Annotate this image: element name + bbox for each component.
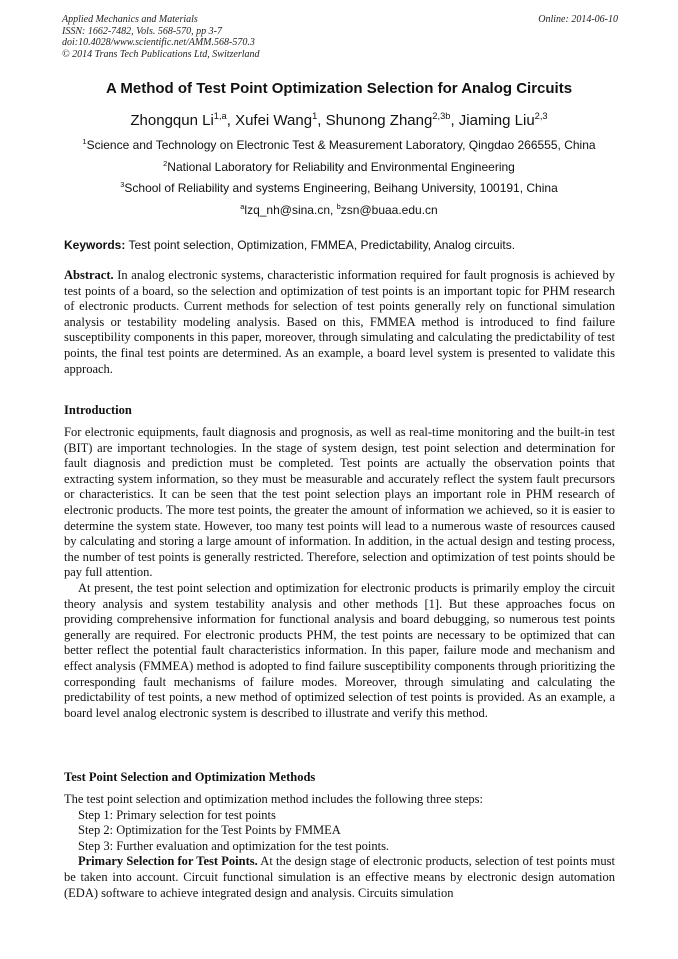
abstract-label: Abstract. bbox=[64, 268, 114, 282]
author: Jiaming Liu bbox=[458, 112, 535, 129]
subsection-label: Primary Selection for Test Points. bbox=[78, 854, 258, 869]
section-heading: Test Point Selection and Optimization Methods bbox=[64, 770, 316, 784]
paragraph: The test point selection and optimization method includes the following three steps: bbox=[64, 792, 484, 806]
step-item: Step 2: Optimization for the Test Points by FMMEA bbox=[78, 823, 341, 838]
author-separator: , bbox=[450, 112, 459, 129]
affiliation-text: School of Reliability and systems Engineering, Beihang University, 100191, China bbox=[124, 181, 558, 195]
online-date: Online: 2014-06-10 bbox=[538, 14, 618, 25]
step-item: Step 1: Primary selection for test points bbox=[78, 807, 276, 822]
journal-header bbox=[62, 14, 618, 60]
introduction-body bbox=[64, 425, 615, 721]
email-mark: a bbox=[240, 202, 245, 211]
keywords bbox=[64, 238, 616, 252]
affiliation-text: National Laboratory for Reliability and Environmental Engineering bbox=[167, 160, 515, 174]
affiliation bbox=[0, 138, 678, 152]
affiliation bbox=[0, 160, 678, 174]
affiliation-mark: 1 bbox=[82, 137, 87, 146]
email: zsn@buaa.edu.cn bbox=[340, 203, 438, 217]
email-line bbox=[0, 203, 678, 217]
doi-line: doi:10.4028/www.scientific.net/AMM.568-570.3 bbox=[62, 37, 255, 48]
author: Xufei Wang bbox=[235, 112, 313, 129]
keywords-label: Keywords: bbox=[64, 238, 126, 252]
author-affiliation-mark: 1 bbox=[312, 111, 318, 121]
author-separator: , bbox=[317, 112, 326, 129]
email-mark: b bbox=[336, 202, 341, 211]
affiliation bbox=[0, 181, 678, 195]
affiliation-mark: 3 bbox=[120, 180, 125, 189]
author-list bbox=[0, 112, 678, 129]
copyright-line: © 2014 Trans Tech Publications Ltd, Switzerland bbox=[62, 48, 260, 60]
affiliation-text: Science and Technology on Electronic Test & Measurement Laboratory, Qingdao 266555, China bbox=[86, 138, 596, 152]
email: lzq_nh@sina.cn, bbox=[244, 203, 337, 217]
author-affiliation-mark: 2,3 bbox=[534, 111, 548, 121]
paragraph bbox=[64, 854, 615, 901]
issn-line: ISSN: 1662-7482, Vols. 568-570, pp 3-7 bbox=[62, 25, 222, 37]
paragraph-text: At the design stage of electronic products, selection of test points must be taken into account. Circuit functional simulation is an effective means by electronic design automation (EDA) software to achieve integrated design and analysis. Circuits simulation bbox=[64, 854, 615, 900]
author-separator: , bbox=[226, 112, 236, 129]
author: Shunong Zhang bbox=[325, 112, 433, 129]
paper-title: A Method of Test Point Optimization Selection for Analog Circuits bbox=[105, 80, 573, 97]
methods-body bbox=[64, 792, 615, 901]
step-item: Step 3: Further evaluation and optimization for the test points. bbox=[78, 838, 390, 853]
keywords-text: Test point selection, Optimization, FMMEA, Predictability, Analog circuits. bbox=[125, 238, 516, 252]
affiliation-mark: 2 bbox=[163, 159, 168, 168]
abstract bbox=[64, 268, 615, 377]
paragraph: For electronic equipments, fault diagnosis and prognosis, as well as real-time monitoring and the built-in test (BIT) are important technologies. In the stage of system design, test point selection and determination for fault diagnosis and prediction must be completed. Test points are actually the observation points that extracting system information, so they must be measurable and accurately reflect the system fault precursors or characteristics. It can be seen that the test point selection plays an important role in PHM research of electronic products. The more test points, the greater the amount of information we achieved, so it is easier to determine the system state. However, too many test points will lead to a numerous waste of resources caused by calculating and storing a large amount of information. In addition, in the actual design and testing process, the number of test points is generally restricted. Therefore, selection and optimization of test points should be pay full attention. bbox=[64, 425, 615, 580]
abstract-text: In analog electronic systems, characteristic information required for fault prognosis is achieved by test points of a board, so the selection and optimization of test points is an important topic for PHM research of electronic products. Current methods for selection of test points generally rely on functional simulation analysis or testability modeling analysis. Based on this, FMMEA method is introduced to find failure susceptibility components in this paper, moreover, through simulating and calculating the predictability of test points, the final test points are determined. As an example, a board level system is presented to validate this approach. bbox=[64, 268, 615, 376]
author-affiliation-mark: 2,3b bbox=[432, 111, 451, 121]
author-affiliation-mark: 1,a bbox=[213, 111, 227, 121]
journal-name: Applied Mechanics and Materials bbox=[62, 14, 198, 25]
paragraph: At present, the test point selection and optimization for electronic products is primarily employ the circuit theory analysis and system testability analysis and other methods [1]. But these approaches focus on providing comprehensive information for functional analysis and board debugging, so numerous test points generally are required. For electronic products PHM, the test points are necessary to be optimized that can better reflect the potential fault characteristics information. In this paper, failure mode and mechanism and effect analysis (FMMEA) method is adopted to find failure susceptibility components through prioritizing the corresponding fault mechanisms of failure modes. Moreover, through simulating and calculating the predictability of test points, a new method of optimized selection of test points is provided. As an example, a board level analog electronic system is described to illustrate and verify this method. bbox=[64, 580, 615, 720]
section-heading: Introduction bbox=[64, 403, 132, 417]
author: Zhongqun Li bbox=[130, 112, 214, 129]
